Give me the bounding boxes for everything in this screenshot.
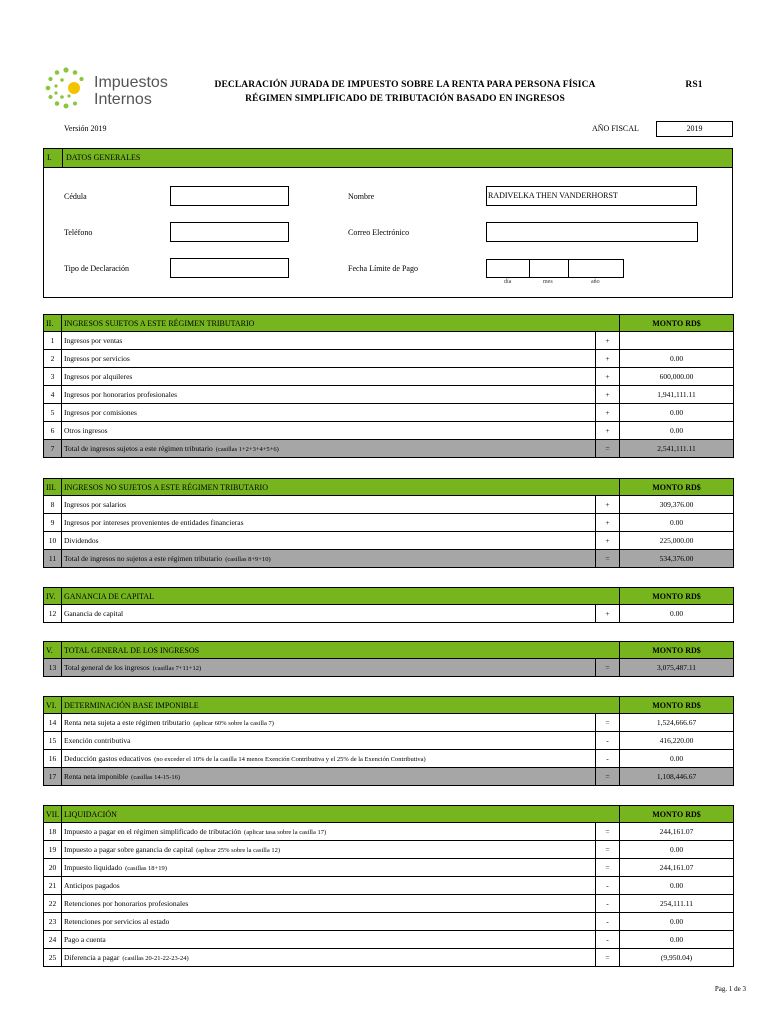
table-row xyxy=(44,659,734,677)
line-label-cell xyxy=(62,532,596,550)
line-label: Ingresos por servicios xyxy=(64,354,130,363)
line-label: Renta neta imponible xyxy=(64,772,129,781)
correo-field[interactable] xyxy=(486,222,698,242)
line-label-cell xyxy=(62,714,596,732)
amount-field[interactable]: 309,376.00 xyxy=(620,496,734,514)
section-ganancia-capital xyxy=(43,587,734,623)
line-label: Diferencia a pagar xyxy=(64,953,120,962)
line-sign: = xyxy=(596,841,620,859)
line-sign: = xyxy=(596,550,620,568)
amount-field[interactable]: 244,161.07 xyxy=(620,859,734,877)
line-label-cell xyxy=(62,550,596,568)
nombre-label: Nombre xyxy=(348,192,375,201)
logo-sun-icon xyxy=(44,66,88,110)
section-datos-generales xyxy=(43,148,733,298)
line-sign: = xyxy=(596,949,620,967)
amount-field[interactable]: 225,000.00 xyxy=(620,532,734,550)
line-sign: - xyxy=(596,750,620,768)
line-label-cell xyxy=(62,750,596,768)
table-row xyxy=(44,841,734,859)
cedula-label: Cédula xyxy=(64,192,87,201)
line-note: (casillas 1+2+3+4+5+6) xyxy=(215,446,279,453)
line-label-cell xyxy=(62,440,596,458)
telefono-label: Teléfono xyxy=(64,228,93,237)
section-ingresos-sujetos xyxy=(43,314,734,458)
table-row xyxy=(44,605,734,623)
line-number: 5 xyxy=(44,404,62,422)
line-number: 15 xyxy=(44,732,62,750)
correo-label: Correo Electrónico xyxy=(348,228,410,237)
table-row xyxy=(44,877,734,895)
line-label: Total general de los ingresos xyxy=(64,663,150,672)
amount-field[interactable]: 0.00 xyxy=(620,404,734,422)
line-sign: + xyxy=(596,532,620,550)
section-title: INGRESOS SUJETOS A ESTE RÉGIMEN TRIBUTARIO xyxy=(62,315,620,332)
amount-field[interactable]: 0.00 xyxy=(620,605,734,623)
amount-field[interactable]: 0.00 xyxy=(620,913,734,931)
section-base-imponible xyxy=(43,696,734,786)
table-row xyxy=(44,332,734,350)
line-note: (casillas 8+9+10) xyxy=(225,556,271,563)
line-number: 10 xyxy=(44,532,62,550)
line-number: 18 xyxy=(44,823,62,841)
amount-field[interactable]: 244,161.07 xyxy=(620,823,734,841)
section-header xyxy=(44,588,734,605)
line-sign: = xyxy=(596,859,620,877)
line-sign: - xyxy=(596,877,620,895)
line-label-cell xyxy=(62,823,596,841)
fiscal-year-field[interactable]: 2019 xyxy=(656,121,733,137)
line-number: 24 xyxy=(44,931,62,949)
telefono-field[interactable] xyxy=(170,222,289,242)
table-row xyxy=(44,714,734,732)
amount-field[interactable]: 0.00 xyxy=(620,877,734,895)
line-number: 14 xyxy=(44,714,62,732)
line-number: 17 xyxy=(44,768,62,786)
line-number: 1 xyxy=(44,332,62,350)
amount-header: MONTO RD$ xyxy=(620,479,734,496)
line-number: 25 xyxy=(44,949,62,967)
line-label: Deducción gastos educativos xyxy=(64,754,152,763)
table-row xyxy=(44,750,734,768)
line-number: 12 xyxy=(44,605,62,623)
line-label-cell xyxy=(62,768,596,786)
fiscal-year-label: AÑO FISCAL xyxy=(592,124,639,133)
section1-number: I. xyxy=(47,153,52,162)
line-sign: + xyxy=(596,386,620,404)
line-label-cell xyxy=(62,732,596,750)
line-note: (aplicar tasa sobre la casilla 17) xyxy=(244,829,327,836)
amount-field[interactable]: 0.00 xyxy=(620,750,734,768)
line-sign: + xyxy=(596,605,620,623)
amount-field[interactable]: 0.00 xyxy=(620,841,734,859)
line-number: 4 xyxy=(44,386,62,404)
section-title: LIQUIDACIÓN xyxy=(62,806,620,823)
table-row xyxy=(44,913,734,931)
section-header xyxy=(44,697,734,714)
amount-header: MONTO RD$ xyxy=(620,806,734,823)
table-row xyxy=(44,823,734,841)
table-row xyxy=(44,931,734,949)
line-sign: + xyxy=(596,404,620,422)
table-row xyxy=(44,368,734,386)
line-sign: + xyxy=(596,332,620,350)
line-label-cell xyxy=(62,386,596,404)
form-code: RS1 xyxy=(685,80,703,90)
form-title-line2: RÉGIMEN SIMPLIFICADO DE TRIBUTACIÓN BASADO EN INGRESOS xyxy=(245,94,565,104)
nombre-field[interactable]: RADIVELKA THEN VANDERHORST xyxy=(486,186,697,206)
dia-label: día xyxy=(504,279,512,285)
amount-field[interactable]: 1,941,111.11 xyxy=(620,386,734,404)
line-label: Impuesto a pagar sobre ganancia de capital xyxy=(64,845,194,854)
line-label-cell xyxy=(62,332,596,350)
section-ingresos-no-sujetos xyxy=(43,478,734,568)
amount-field[interactable]: 534,376.00 xyxy=(620,550,734,568)
amount-header: MONTO RD$ xyxy=(620,642,734,659)
line-label: Total de ingresos sujetos a este régimen tributario xyxy=(64,444,213,453)
line-label: Ganancia de capital xyxy=(64,609,124,618)
table-row xyxy=(44,949,734,967)
line-label: Ingresos por intereses provenientes de entidades financieras xyxy=(64,518,244,527)
amount-field[interactable]: 416,220.00 xyxy=(620,732,734,750)
line-label-cell xyxy=(62,605,596,623)
line-sign: - xyxy=(596,931,620,949)
section-number: VI. xyxy=(44,697,62,714)
anio-label: año xyxy=(591,279,600,285)
line-label-cell xyxy=(62,514,596,532)
line-label: Retenciones por servicios al estado xyxy=(64,917,170,926)
fecha-limite-label: Fecha Límite de Pago xyxy=(348,264,418,273)
line-number: 2 xyxy=(44,350,62,368)
section-header xyxy=(44,479,734,496)
line-number: 11 xyxy=(44,550,62,568)
line-number: 8 xyxy=(44,496,62,514)
line-label-cell xyxy=(62,859,596,877)
section1-header xyxy=(44,149,732,168)
line-sign: = xyxy=(596,440,620,458)
table-row xyxy=(44,768,734,786)
line-sign: + xyxy=(596,422,620,440)
line-label: Retenciones por honorarios profesionales xyxy=(64,899,189,908)
line-number: 19 xyxy=(44,841,62,859)
amount-field[interactable]: 0.00 xyxy=(620,422,734,440)
section-number: VII. xyxy=(44,806,62,823)
line-label-cell xyxy=(62,877,596,895)
line-label-cell xyxy=(62,350,596,368)
line-label: Impuesto a pagar en el régimen simplificado de tributación xyxy=(64,827,242,836)
table-row xyxy=(44,532,734,550)
line-note: (casillas 7+11+12) xyxy=(152,665,202,672)
line-sign: = xyxy=(596,768,620,786)
line-note: (aplicar 60% sobre la casilla 7) xyxy=(193,720,274,727)
section1-title: DATOS GENERALES xyxy=(66,153,141,162)
table-row xyxy=(44,440,734,458)
amount-field[interactable]: 1,524,666.67 xyxy=(620,714,734,732)
line-sign: = xyxy=(596,823,620,841)
table-row xyxy=(44,350,734,368)
table-row xyxy=(44,404,734,422)
table-row xyxy=(44,859,734,877)
amount-field[interactable]: 600,000.00 xyxy=(620,368,734,386)
line-sign: = xyxy=(596,659,620,677)
line-note: (casillas 20-21-22-23-24) xyxy=(122,955,189,962)
line-note: (no exceder el 10% de la casilla 14 menos Exención Contributiva y el 25% de la Exención Contributiva) xyxy=(154,756,426,763)
amount-field[interactable]: 1,108,446.67 xyxy=(620,768,734,786)
line-number: 9 xyxy=(44,514,62,532)
amount-field[interactable]: 0.00 xyxy=(620,514,734,532)
line-label: Otros ingresos xyxy=(64,426,108,435)
line-label-cell xyxy=(62,931,596,949)
line-label: Anticipos pagados xyxy=(64,881,120,890)
line-number: 21 xyxy=(44,877,62,895)
line-label-cell xyxy=(62,368,596,386)
line-label: Ingresos por ventas xyxy=(64,336,123,345)
line-label: Ingresos por honorarios profesionales xyxy=(64,390,178,399)
logo xyxy=(44,66,184,110)
section-header xyxy=(44,315,734,332)
table-row xyxy=(44,422,734,440)
line-label-cell xyxy=(62,913,596,931)
amount-field[interactable]: 0.00 xyxy=(620,350,734,368)
table-row xyxy=(44,514,734,532)
line-label-cell xyxy=(62,895,596,913)
page-number: Pag. 1 de 3 xyxy=(714,985,746,993)
line-label-cell xyxy=(62,404,596,422)
section-total-general xyxy=(43,641,734,677)
amount-field[interactable]: 254,111.11 xyxy=(620,895,734,913)
line-label-cell xyxy=(62,841,596,859)
fecha-anio-field[interactable] xyxy=(568,259,624,278)
version-label: Versión 2019 xyxy=(64,124,107,133)
section-number: II. xyxy=(44,315,62,332)
amount-field[interactable]: 3,075,487.11 xyxy=(620,659,734,677)
line-label: Pago a cuenta xyxy=(64,935,106,944)
logo-line2: Internos xyxy=(94,91,152,108)
form-title-line1: DECLARACIÓN JURADA DE IMPUESTO SOBRE LA RENTA PARA PERSONA FÍSICA xyxy=(214,80,596,90)
amount-header: MONTO RD$ xyxy=(620,588,734,605)
fecha-mes-field[interactable] xyxy=(529,259,569,278)
line-label-cell xyxy=(62,496,596,514)
line-sign: + xyxy=(596,496,620,514)
section-title: GANANCIA DE CAPITAL xyxy=(62,588,620,605)
line-number: 16 xyxy=(44,750,62,768)
tipo-declaracion-field[interactable] xyxy=(170,258,289,278)
section-header xyxy=(44,642,734,659)
section-number: V. xyxy=(44,642,62,659)
section-title: INGRESOS NO SUJETOS A ESTE RÉGIMEN TRIBUTARIO xyxy=(62,479,620,496)
line-sign: - xyxy=(596,895,620,913)
line-note: (casillas 14-15-16) xyxy=(131,774,181,781)
line-number: 6 xyxy=(44,422,62,440)
line-sign: = xyxy=(596,714,620,732)
line-number: 3 xyxy=(44,368,62,386)
line-label: Renta neta sujeta a este régimen tributario xyxy=(64,718,191,727)
line-label: Ingresos por salarios xyxy=(64,500,127,509)
table-row xyxy=(44,550,734,568)
line-label-cell xyxy=(62,659,596,677)
line-note: (casillas 18+19) xyxy=(125,865,167,872)
line-sign: - xyxy=(596,913,620,931)
amount-header: MONTO RD$ xyxy=(620,697,734,714)
amount-header: MONTO RD$ xyxy=(620,315,734,332)
section-liquidacion xyxy=(43,805,734,967)
line-label: Ingresos por comisiones xyxy=(64,408,137,417)
line-sign: + xyxy=(596,350,620,368)
section-number: III. xyxy=(44,479,62,496)
amount-field[interactable]: 0.00 xyxy=(620,931,734,949)
table-row xyxy=(44,496,734,514)
line-sign: + xyxy=(596,514,620,532)
fecha-dia-field[interactable] xyxy=(486,259,530,278)
mes-label: mes xyxy=(543,279,553,285)
amount-field[interactable]: 2,541,111.11 xyxy=(620,440,734,458)
logo-line1: Impuestos xyxy=(94,74,168,91)
line-number: 7 xyxy=(44,440,62,458)
line-sign: - xyxy=(596,732,620,750)
cedula-field[interactable] xyxy=(170,186,289,206)
table-row xyxy=(44,386,734,404)
line-label: Ingresos por alquileres xyxy=(64,372,133,381)
line-sign: + xyxy=(596,368,620,386)
line-note: (aplicar 25% sobre la casilla 12) xyxy=(196,847,281,854)
line-label: Impuesto liquidado xyxy=(64,863,123,872)
line-number: 13 xyxy=(44,659,62,677)
section-number: IV. xyxy=(44,588,62,605)
line-label-cell xyxy=(62,422,596,440)
line-label: Exención contributiva xyxy=(64,736,131,745)
line-label: Total de ingresos no sujetos a este régimen tributario xyxy=(64,554,223,563)
section-title: TOTAL GENERAL DE LOS INGRESOS xyxy=(62,642,620,659)
line-label: Dividendos xyxy=(64,536,99,545)
amount-field[interactable] xyxy=(620,332,734,350)
line-number: 20 xyxy=(44,859,62,877)
line-number: 22 xyxy=(44,895,62,913)
table-row xyxy=(44,732,734,750)
line-label-cell xyxy=(62,949,596,967)
amount-field[interactable]: (9,950.04) xyxy=(620,949,734,967)
table-row xyxy=(44,895,734,913)
section-header xyxy=(44,806,734,823)
section-title: DETERMINACIÓN BASE IMPONIBLE xyxy=(62,697,620,714)
tipo-declaracion-label: Tipo de Declaración xyxy=(64,264,130,273)
line-number: 23 xyxy=(44,913,62,931)
